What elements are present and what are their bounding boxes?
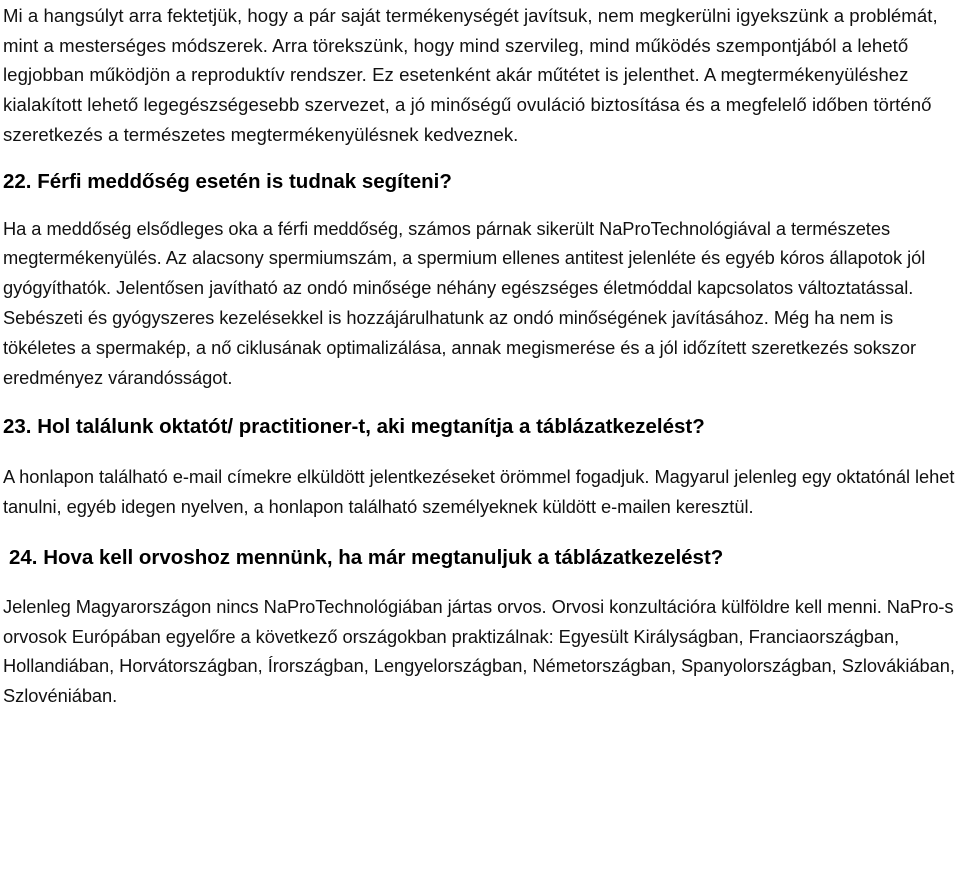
section-paragraph-23: A honlapon található e-mail címekre elküldött jelentkezéseket örömmel fogadjuk. Magyarul jelenleg egy oktatónál lehet tanulni, egyéb idegen nyelven, a honlapon található személyeknek küldött e-mailen keresztül. [3,466,955,518]
section-paragraph-22: Ha a meddőség elsődleges oka a férfi meddőség, számos párnak sikerült NaProTechnológiával a természetes megtermékenyülés. Az alacsony spermiumszám, a spermium ellenes antitest jelenléte és egyéb kóros állapotok jól gyógyíthatók. Jelentősen javítható az ondó minősége néhány egészséges életmóddal kapcsolatos változtatással. Sebészeti és gyógyszeres kezelésekkel is hozzájárulhatunk az ondó minőségének javításához. Még ha nem is tökéletes a spermakép, a nő ciklusának optimalizálása, annak megismerése és a jól időzített szeretkezés sokszor eredményez várandósságot. [3,217,926,388]
section-heading-24: 24. Hova kell orvoshoz mennünk, ha már megtanuljuk a táblázatkezelést? [9,545,724,569]
section-paragraph-24: Jelenleg Magyarországon nincs NaProTechnológiában jártas orvos. Orvosi konzultációra külföldre kell menni. NaPro-s orvosok Európában egyelőre a következő országokban praktizálnak: Egyesült Királyságban, Franciaországban, Hollandiában, Horvátországban, Írországban, Lengyelországban, Németországban, Spanyolországban, Szlovákiában, Szlovéniában. [3,595,955,707]
document-page [3,0,960,711]
section-heading-23: 23. Hol találunk oktatót/ practitioner-t, aki megtanítja a táblázatkezelést? [3,415,705,439]
intro-paragraph: Mi a hangsúlyt arra fektetjük, hogy a pár saját termékenységét javítsuk, nem megkerülni igyekszünk a problémát, mint a mesterséges módszerek. Arra törekszünk, hogy mind szervileg, mind működés szempontjából a lehető legjobban működjön a reproduktív rendszer. Ez esetenként akár műtétet is jelenthet. A megtermékenyüléshez kialakított lehető legegészségesebb szervezet, a jó minőségű ovuláció biztosítása és a megfelelő időben történő szeretkezés a természetes megtermékenyülésnek kedveznek. [3,5,938,145]
section-heading-22: 22. Férfi meddőség esetén is tudnak segíteni? [3,169,452,193]
